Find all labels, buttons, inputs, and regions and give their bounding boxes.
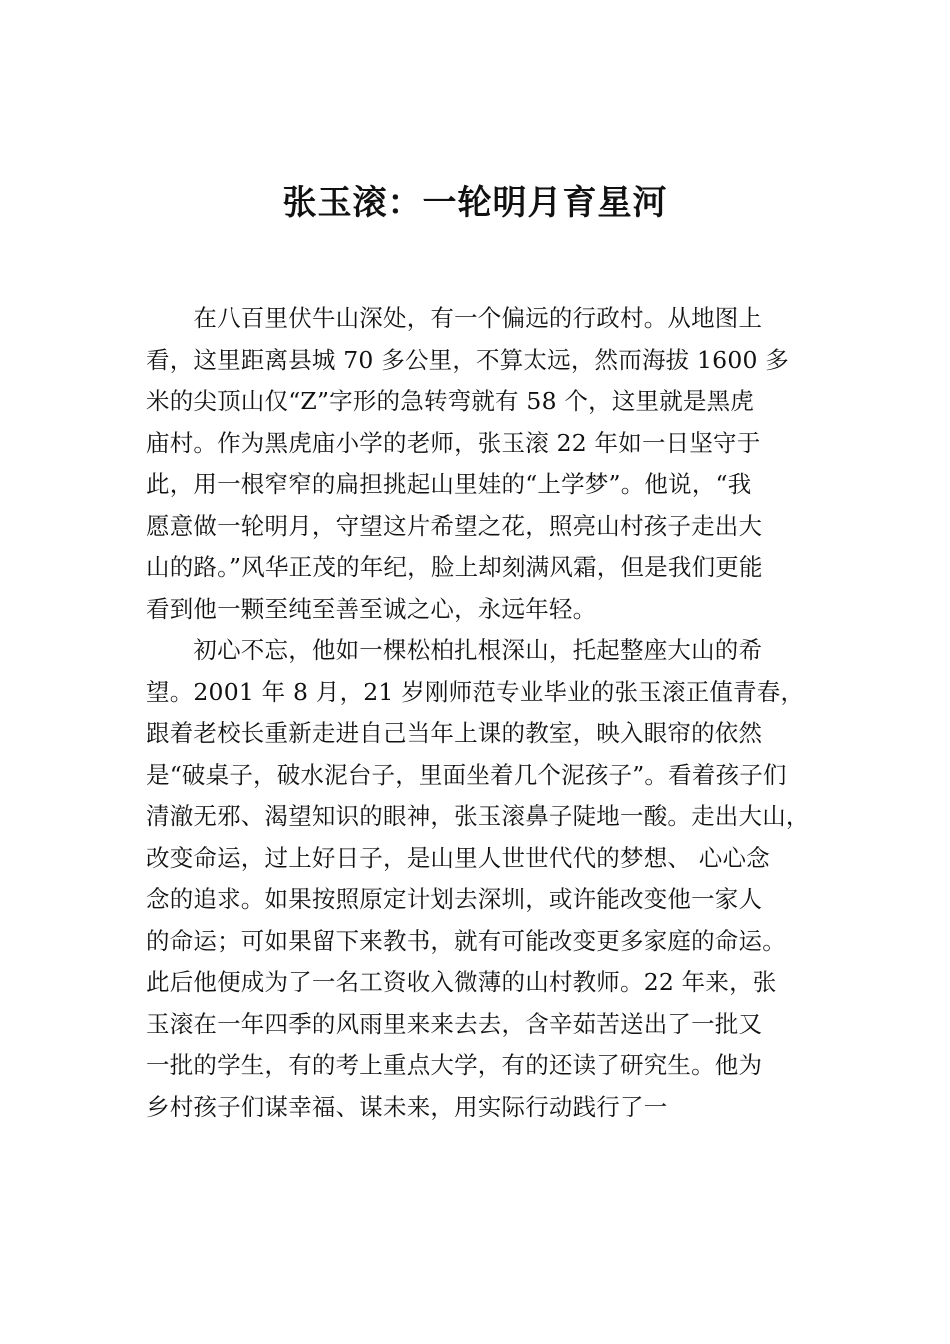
text-line: 清澈无邪、渴望知识的眼神，张玉滚鼻子陡地一酸。走出大山， <box>146 802 810 830</box>
text-line: 的命运；可如果留下来教书，就有可能改变更多家庭的命运。 <box>146 926 786 955</box>
text-line: 愿意做一轮明月，守望这片希望之花，照亮山村孩子走出大 <box>146 511 763 540</box>
text-line: 念的追求。如果按照原定计划去深圳，或许能改变他一家人 <box>146 885 763 913</box>
text-line: 看到他一颗至纯至善至诚之心，永远年轻。 <box>146 594 597 623</box>
text-line: 看，这里距离县城 70 多公里，不算太远，然而海拔 1600 多 <box>146 345 789 374</box>
text-line: 跟着老校长重新走进自己当年上课的教室，映入眼帘的依然 <box>146 719 763 747</box>
text-line: 初心不忘，他如一棵松柏扎根深山，托起整座大山的希 <box>146 636 763 664</box>
text-line: 米的尖顶山仅“Z”字形的急转弯就有 58 个，这里就是黑虎 <box>146 387 754 415</box>
text-line: 庙村。作为黑虎庙小学的老师，张玉滚 22 年如一日坚守于 <box>146 428 761 457</box>
article-body <box>146 298 836 1128</box>
document-title: 张玉滚：一轮明月育星河 <box>282 183 668 223</box>
text-line: 此，用一根窄窄的扁担挑起山里娃的“上学梦”。他说，“我 <box>146 470 752 498</box>
text-line: 此后他便成为了一名工资收入微薄的山村教师。22 年来，张 <box>146 968 777 996</box>
text-line: 乡村孩子们谋幸福、谋未来，用实际行动践行了一 <box>146 1092 668 1121</box>
text-line: 玉滚在一年四季的风雨里来来去去，含辛茹苦送出了一批又 <box>146 1009 763 1038</box>
text-line: 望。2001 年 8 月，21 岁刚师范专业毕业的张玉滚正值青春， <box>146 677 805 706</box>
text-line: 是“破桌子，破水泥台子，里面坐着几个泥孩子”。看着孩子们 <box>146 760 787 789</box>
text-line: 改变命运，过上好日子，是山里人世世代代的梦想、 心心念 <box>146 843 770 872</box>
text-line: 在八百里伏牛山深处，有一个偏远的行政村。从地图上 <box>146 304 763 332</box>
text-line: 一批的学生，有的考上重点大学，有的还读了研究生。他为 <box>146 1051 763 1079</box>
text-line: 山的路。”风华正茂的年纪，脸上却刻满风霜，但是我们更能 <box>146 553 763 581</box>
